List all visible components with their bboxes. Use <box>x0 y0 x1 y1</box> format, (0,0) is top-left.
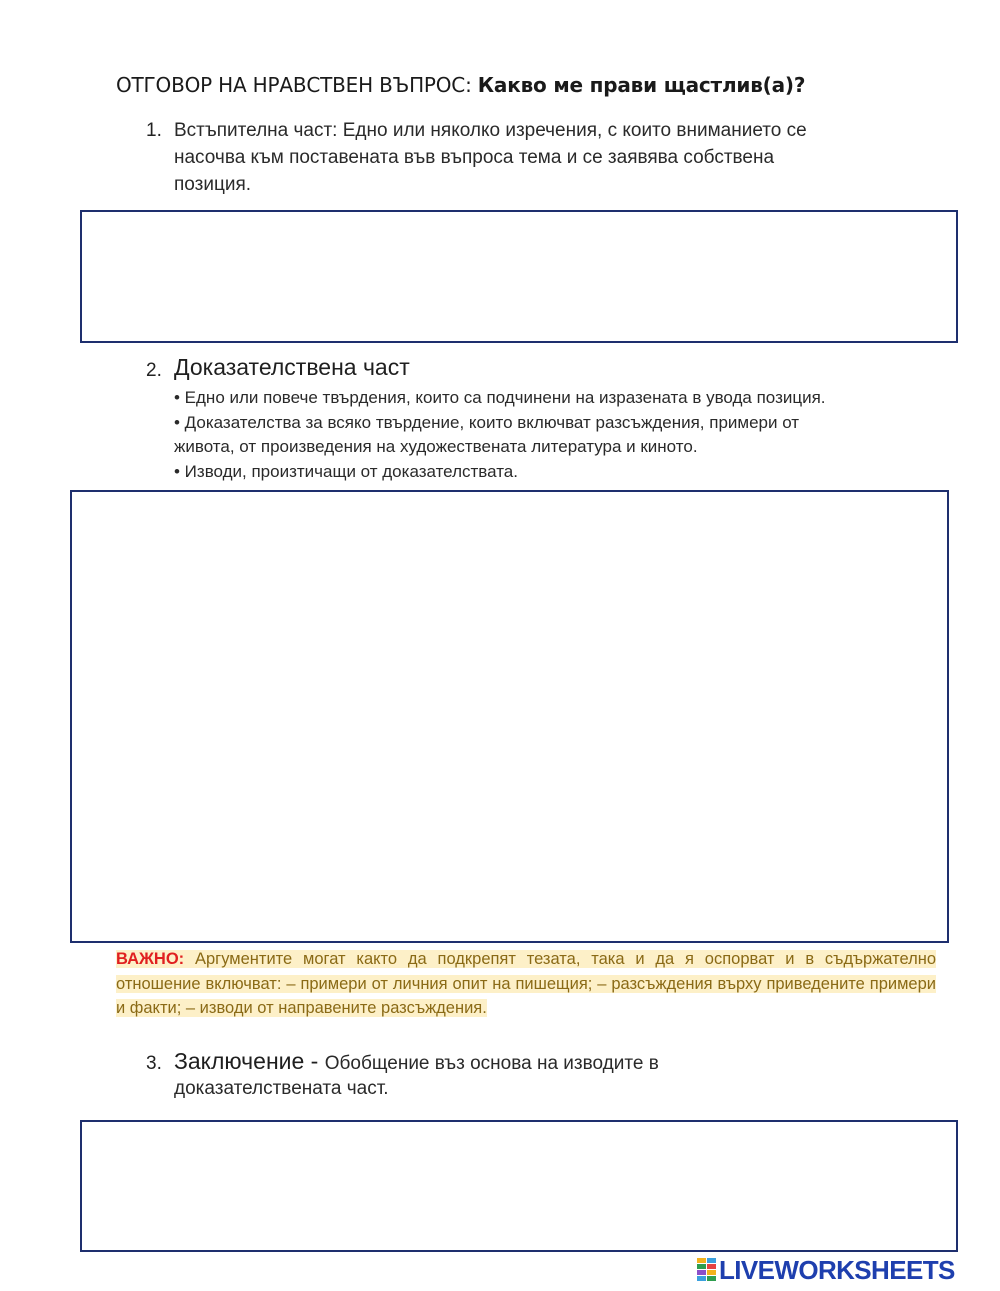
important-label: ВАЖНО: <box>116 950 185 968</box>
logo-icon <box>697 1258 717 1282</box>
important-note <box>116 947 936 1021</box>
section2-bullet3: • Изводи, произтичащи от доказателствата. <box>174 461 518 481</box>
liveworksheets-logo <box>697 1255 955 1285</box>
logo-text: LIVEWORKSHEETS <box>719 1254 955 1285</box>
section3-line2: доказателствената част. <box>174 1078 389 1099</box>
section1-text <box>174 117 807 198</box>
important-text: Аргументите могат както да подкрепят тезата, така и да я оспорват и в съдържателно отношение включват: – примери от личния опит на пишещия; – разсъждения върху приведените примери и факти; – изводи от направените разсъждения. <box>116 950 936 1017</box>
section2-bullet1: • Едно или повече твърдения, които са подчинени на изразената в увода позиция. <box>174 388 826 407</box>
section2-number: 2. <box>146 360 162 381</box>
section2-heading: Доказателствена част <box>174 354 410 380</box>
title-prefix: ОТГОВОР НА НРАВСТВЕН ВЪПРОС: <box>116 73 478 97</box>
section1-line2: насочва към поставената във въпроса тема и се заявява собствена <box>174 147 775 168</box>
title-question: Какво ме прави щастлив(а)? <box>477 73 806 97</box>
answer-box-body[interactable] <box>70 490 949 943</box>
section1-line1: Встъпителна част: Едно или няколко изречения, с които вниманието се <box>174 120 807 141</box>
section1-number: 1. <box>146 120 162 141</box>
section3-text <box>174 1048 659 1102</box>
section2-bullet2-line1: • Доказателства за всяко твърдение, които включват разсъждения, примери от <box>174 412 800 432</box>
section3-heading: Заключение - <box>174 1048 325 1074</box>
section2-bullets <box>174 386 826 484</box>
section1-line3: позиция. <box>174 174 252 195</box>
page-title <box>116 73 805 97</box>
section3-number: 3. <box>146 1053 162 1074</box>
answer-box-conclusion[interactable] <box>80 1120 958 1252</box>
section2-bullet2-line2: живота, от произведения на художествената литература и киното. <box>174 437 698 456</box>
answer-box-intro[interactable] <box>80 210 958 343</box>
section3-line1: Обобщение въз основа на изводите в <box>324 1053 659 1074</box>
